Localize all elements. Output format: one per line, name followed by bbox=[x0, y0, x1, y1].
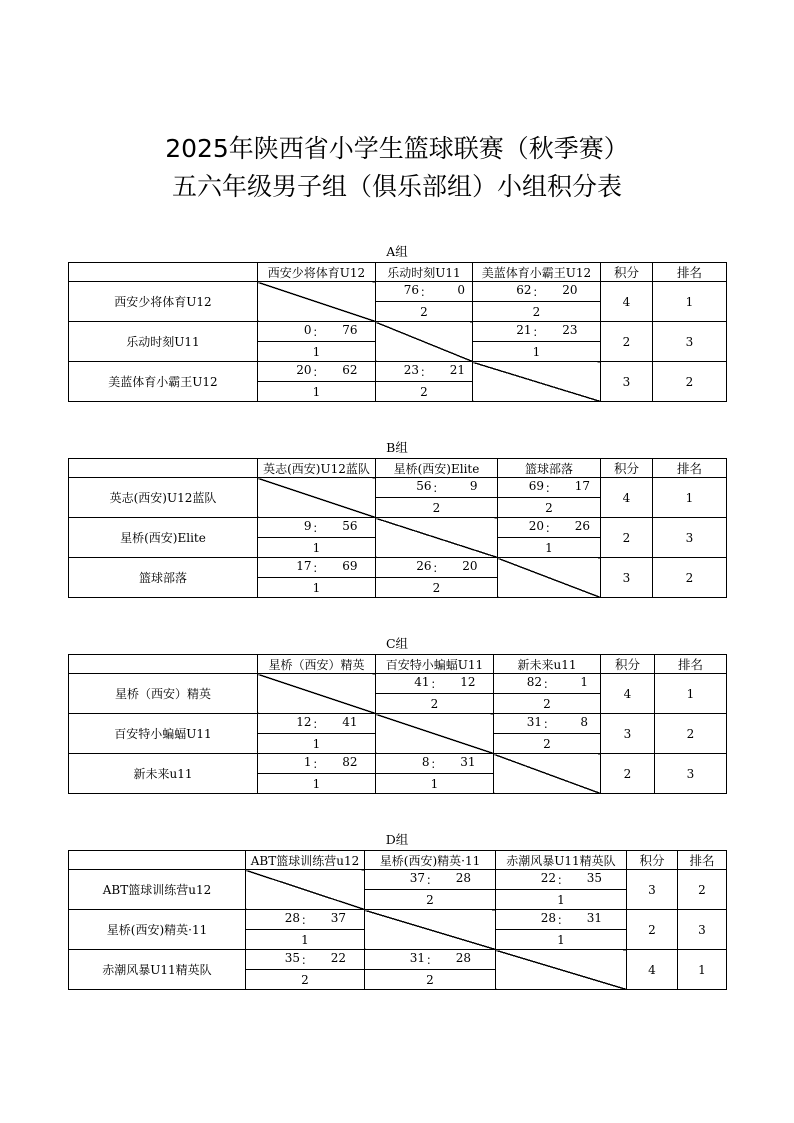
rank-value: 1 bbox=[655, 674, 727, 714]
match-points: 2 bbox=[473, 302, 601, 322]
rank-header: 排名 bbox=[655, 655, 727, 674]
self-match-cell bbox=[376, 518, 498, 558]
score-home: 62 bbox=[516, 283, 532, 297]
match-score bbox=[258, 322, 376, 342]
group-standings-table bbox=[68, 262, 727, 402]
team-row bbox=[69, 362, 727, 382]
column-team-name: 百安特小蝙蝠U11 bbox=[376, 655, 494, 674]
column-team-name: 篮球部落 bbox=[498, 459, 601, 478]
score-away: 76 bbox=[342, 323, 358, 337]
match-score bbox=[494, 714, 601, 734]
score-home: 26 bbox=[416, 559, 432, 573]
score-home: 8 bbox=[421, 755, 430, 769]
group-caption: D组 bbox=[385, 832, 409, 847]
match-score bbox=[258, 558, 376, 578]
match-points: 1 bbox=[258, 578, 376, 598]
total-points: 3 bbox=[601, 362, 653, 402]
score-home: 76 bbox=[403, 283, 419, 297]
points-header: 积分 bbox=[601, 655, 655, 674]
header-row bbox=[69, 851, 727, 870]
match-points: 2 bbox=[376, 302, 473, 322]
rank-header: 排名 bbox=[653, 263, 727, 282]
points-header: 积分 bbox=[627, 851, 678, 870]
team-row bbox=[69, 322, 727, 342]
match-points: 1 bbox=[496, 930, 627, 950]
corner-cell bbox=[69, 851, 246, 870]
column-team-name: 新未来u11 bbox=[494, 655, 601, 674]
score-home: 56 bbox=[416, 479, 432, 493]
total-points: 3 bbox=[627, 870, 678, 910]
group-caption: A组 bbox=[386, 244, 408, 259]
score-home: 31 bbox=[409, 951, 425, 965]
score-separator: ： bbox=[542, 677, 555, 691]
rank-value: 3 bbox=[655, 754, 727, 794]
self-match-cell bbox=[258, 282, 376, 322]
row-team-name: 乐动时刻U11 bbox=[69, 322, 258, 362]
column-team-name: ABT篮球训练营u12 bbox=[246, 851, 365, 870]
self-match-cell bbox=[473, 362, 601, 402]
match-points: 1 bbox=[258, 342, 376, 362]
column-team-name: 西安少将体育U12 bbox=[258, 263, 376, 282]
score-home: 28 bbox=[284, 911, 300, 925]
score-home: 9 bbox=[303, 519, 312, 533]
column-team-name: 美蓝体育小霸王U12 bbox=[473, 263, 601, 282]
score-away: 37 bbox=[330, 911, 346, 925]
score-separator: ： bbox=[432, 481, 445, 495]
match-points: 1 bbox=[498, 538, 601, 558]
corner-cell bbox=[69, 459, 258, 478]
rank-value: 3 bbox=[653, 322, 727, 362]
match-score bbox=[498, 478, 601, 498]
score-separator: ： bbox=[544, 481, 557, 495]
self-match-cell bbox=[258, 478, 376, 518]
match-points: 2 bbox=[246, 970, 365, 990]
team-row bbox=[69, 518, 727, 538]
score-away: 22 bbox=[330, 951, 346, 965]
score-separator: ： bbox=[556, 913, 569, 927]
match-points: 1 bbox=[246, 930, 365, 950]
match-score bbox=[473, 282, 601, 302]
self-match-cell bbox=[376, 322, 473, 362]
match-score bbox=[494, 674, 601, 694]
group-standings-table bbox=[68, 654, 727, 794]
score-separator: ： bbox=[300, 913, 313, 927]
score-away: 35 bbox=[586, 871, 602, 885]
score-away: 26 bbox=[574, 519, 590, 533]
row-team-name: 百安特小蝙蝠U11 bbox=[69, 714, 258, 754]
score-home: 28 bbox=[540, 911, 556, 925]
team-row bbox=[69, 870, 727, 890]
total-points: 4 bbox=[601, 478, 653, 518]
match-score bbox=[376, 674, 494, 694]
rank-value: 2 bbox=[653, 362, 727, 402]
rank-header: 排名 bbox=[653, 459, 727, 478]
score-away: 56 bbox=[342, 519, 358, 533]
score-away: 41 bbox=[342, 715, 358, 729]
score-separator: ： bbox=[544, 521, 557, 535]
match-points: 2 bbox=[494, 734, 601, 754]
total-points: 2 bbox=[601, 518, 653, 558]
score-separator: ： bbox=[312, 365, 325, 379]
self-match-cell bbox=[258, 674, 376, 714]
score-separator: ： bbox=[542, 717, 555, 731]
score-home: 20 bbox=[528, 519, 544, 533]
score-away: 28 bbox=[455, 951, 471, 965]
rank-value: 3 bbox=[653, 518, 727, 558]
score-away: 82 bbox=[342, 755, 358, 769]
score-separator: ： bbox=[430, 677, 443, 691]
row-team-name: 星桥（西安）精英 bbox=[69, 674, 258, 714]
match-score bbox=[376, 282, 473, 302]
match-points: 1 bbox=[258, 774, 376, 794]
score-home: 22 bbox=[540, 871, 556, 885]
match-points: 2 bbox=[494, 694, 601, 714]
rank-value: 1 bbox=[653, 282, 727, 322]
match-score bbox=[258, 754, 376, 774]
rank-value: 2 bbox=[655, 714, 727, 754]
score-home: 37 bbox=[409, 871, 425, 885]
score-away: 20 bbox=[462, 559, 478, 573]
row-team-name: 星桥(西安)Elite bbox=[69, 518, 258, 558]
page-title-line2: 五六年级男子组（俱乐部组）小组积分表 bbox=[171, 172, 622, 201]
self-match-cell bbox=[246, 870, 365, 910]
header-row bbox=[69, 263, 727, 282]
match-points: 1 bbox=[473, 342, 601, 362]
rank-value: 1 bbox=[678, 950, 727, 990]
match-score bbox=[246, 910, 365, 930]
row-team-name: 赤潮风暴U11精英队 bbox=[69, 950, 246, 990]
score-home: 31 bbox=[526, 715, 542, 729]
score-separator: ： bbox=[312, 717, 325, 731]
match-points: 2 bbox=[498, 498, 601, 518]
match-score bbox=[365, 870, 496, 890]
score-away: 21 bbox=[449, 363, 465, 377]
score-separator: ： bbox=[419, 365, 432, 379]
total-points: 2 bbox=[627, 910, 678, 950]
total-points: 4 bbox=[601, 282, 653, 322]
match-points: 2 bbox=[365, 890, 496, 910]
match-score bbox=[496, 910, 627, 930]
total-points: 2 bbox=[601, 322, 653, 362]
team-row bbox=[69, 478, 727, 498]
total-points: 4 bbox=[601, 674, 655, 714]
score-away: 17 bbox=[574, 479, 590, 493]
score-home: 17 bbox=[296, 559, 312, 573]
corner-cell bbox=[69, 263, 258, 282]
score-away: 31 bbox=[460, 755, 476, 769]
match-score bbox=[258, 714, 376, 734]
score-home: 12 bbox=[296, 715, 312, 729]
score-away: 9 bbox=[469, 479, 478, 493]
row-team-name: 星桥(西安)精英·11 bbox=[69, 910, 246, 950]
header-row bbox=[69, 459, 727, 478]
row-team-name: 美蓝体育小霸王U12 bbox=[69, 362, 258, 402]
score-separator: ： bbox=[532, 285, 545, 299]
rank-value: 3 bbox=[678, 910, 727, 950]
column-team-name: 星桥(西安)精英·11 bbox=[365, 851, 496, 870]
score-separator: ： bbox=[556, 873, 569, 887]
match-score bbox=[258, 518, 376, 538]
total-points: 3 bbox=[601, 714, 655, 754]
row-team-name: 英志(西安)U12蓝队 bbox=[69, 478, 258, 518]
match-score bbox=[376, 478, 498, 498]
score-away: 0 bbox=[457, 283, 465, 297]
score-separator: ： bbox=[312, 561, 325, 575]
group-standings-table bbox=[68, 458, 727, 598]
match-score bbox=[496, 870, 627, 890]
rank-header: 排名 bbox=[678, 851, 727, 870]
match-points: 2 bbox=[376, 694, 494, 714]
score-home: 23 bbox=[403, 363, 419, 377]
points-header: 积分 bbox=[601, 263, 653, 282]
row-team-name: 篮球部落 bbox=[69, 558, 258, 598]
score-home: 69 bbox=[528, 479, 544, 493]
column-team-name: 英志(西安)U12蓝队 bbox=[258, 459, 376, 478]
match-points: 1 bbox=[496, 890, 627, 910]
match-score bbox=[258, 362, 376, 382]
match-points: 1 bbox=[376, 774, 494, 794]
score-separator: ： bbox=[312, 521, 325, 535]
score-separator: ： bbox=[430, 757, 443, 771]
total-points: 4 bbox=[627, 950, 678, 990]
column-team-name: 星桥（西安）精英 bbox=[258, 655, 376, 674]
row-team-name: ABT篮球训练营u12 bbox=[69, 870, 246, 910]
rank-value: 2 bbox=[678, 870, 727, 910]
team-row bbox=[69, 714, 727, 734]
score-away: 20 bbox=[562, 283, 578, 297]
team-row bbox=[69, 674, 727, 694]
team-row bbox=[69, 950, 727, 970]
match-points: 1 bbox=[258, 382, 376, 402]
team-row bbox=[69, 558, 727, 578]
column-team-name: 赤潮风暴U11精英队 bbox=[496, 851, 627, 870]
match-points: 2 bbox=[376, 382, 473, 402]
score-separator: ： bbox=[312, 757, 325, 771]
score-separator: ： bbox=[419, 285, 432, 299]
total-points: 3 bbox=[601, 558, 653, 598]
total-points: 2 bbox=[601, 754, 655, 794]
rank-value: 1 bbox=[653, 478, 727, 518]
column-team-name: 乐动时刻U11 bbox=[376, 263, 473, 282]
match-score bbox=[376, 754, 494, 774]
header-row bbox=[69, 655, 727, 674]
score-home: 35 bbox=[284, 951, 300, 965]
match-points: 1 bbox=[258, 538, 376, 558]
self-match-cell bbox=[365, 910, 496, 950]
group-standings-table bbox=[68, 850, 727, 990]
score-separator: ： bbox=[425, 873, 438, 887]
score-separator: ： bbox=[432, 561, 445, 575]
score-home: 41 bbox=[414, 675, 430, 689]
score-away: 62 bbox=[342, 363, 358, 377]
score-home: 21 bbox=[516, 323, 532, 337]
score-home: 1 bbox=[303, 755, 312, 769]
corner-cell bbox=[69, 655, 258, 674]
team-row bbox=[69, 282, 727, 302]
score-away: 1 bbox=[580, 675, 588, 689]
group-caption: C组 bbox=[385, 636, 409, 651]
match-score bbox=[246, 950, 365, 970]
score-home: 20 bbox=[296, 363, 312, 377]
match-score bbox=[376, 362, 473, 382]
match-points: 2 bbox=[376, 498, 498, 518]
self-match-cell bbox=[376, 714, 494, 754]
score-away: 8 bbox=[580, 715, 588, 729]
score-home: 0 bbox=[303, 323, 312, 337]
self-match-cell bbox=[496, 950, 627, 990]
score-away: 12 bbox=[460, 675, 476, 689]
match-score bbox=[473, 322, 601, 342]
team-row bbox=[69, 754, 727, 774]
score-home: 82 bbox=[526, 675, 542, 689]
score-separator: ： bbox=[312, 325, 325, 339]
row-team-name: 西安少将体育U12 bbox=[69, 282, 258, 322]
match-points: 2 bbox=[365, 970, 496, 990]
score-away: 31 bbox=[586, 911, 602, 925]
score-separator: ： bbox=[532, 325, 545, 339]
rank-value: 2 bbox=[653, 558, 727, 598]
score-separator: ： bbox=[425, 953, 438, 967]
group-caption: B组 bbox=[386, 440, 408, 455]
score-separator: ： bbox=[300, 953, 313, 967]
match-score bbox=[376, 558, 498, 578]
score-away: 69 bbox=[342, 559, 358, 573]
match-points: 1 bbox=[258, 734, 376, 754]
score-away: 28 bbox=[455, 871, 471, 885]
match-points: 2 bbox=[376, 578, 498, 598]
score-away: 23 bbox=[562, 323, 578, 337]
row-team-name: 新未来u11 bbox=[69, 754, 258, 794]
match-score bbox=[365, 950, 496, 970]
column-team-name: 星桥(西安)Elite bbox=[376, 459, 498, 478]
match-score bbox=[498, 518, 601, 538]
self-match-cell bbox=[498, 558, 601, 598]
self-match-cell bbox=[494, 754, 601, 794]
team-row bbox=[69, 910, 727, 930]
points-header: 积分 bbox=[601, 459, 653, 478]
page-title-line1: 2025年陕西省小学生篮球联赛（秋季赛） bbox=[165, 134, 629, 163]
